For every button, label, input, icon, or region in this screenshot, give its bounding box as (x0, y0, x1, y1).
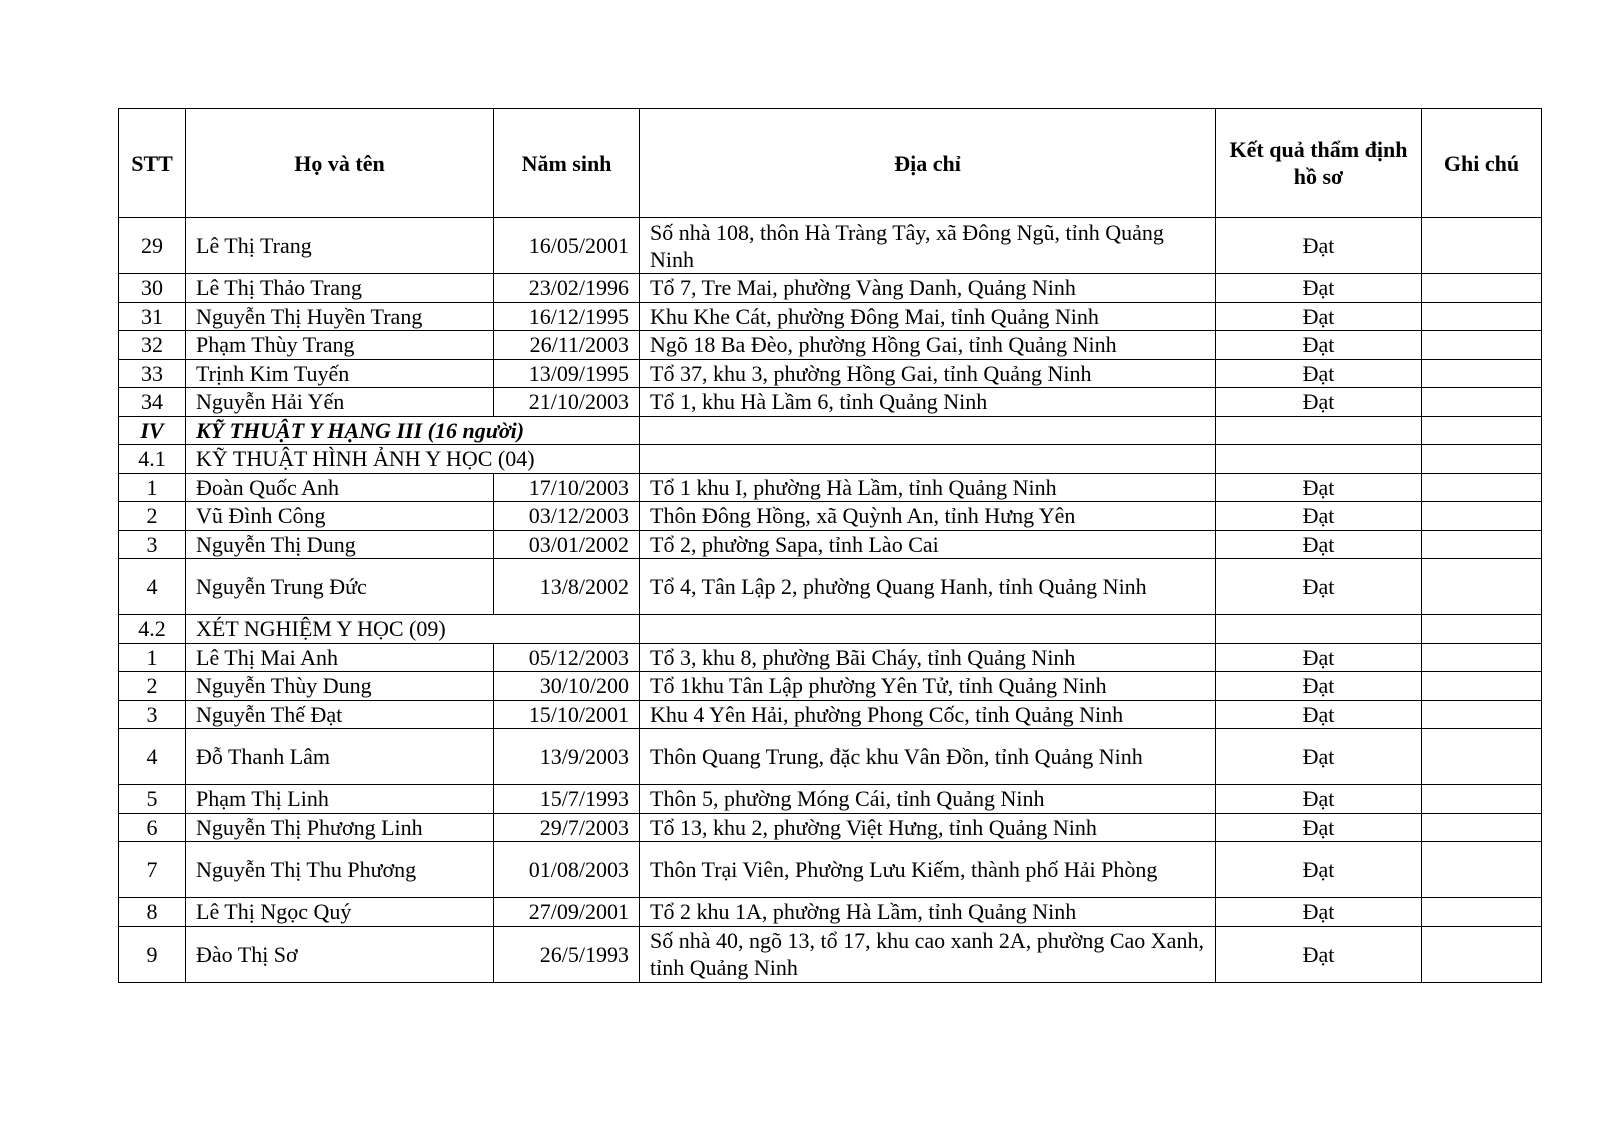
section-title: KỸ THUẬT Y HẠNG III (16 người) (186, 416, 640, 445)
cell-note (1422, 530, 1542, 559)
cell-result: Đạt (1216, 672, 1422, 701)
cell-address: Tổ 37, khu 3, phường Hồng Gai, tỉnh Quảng Ninh (640, 359, 1216, 388)
empty-cell (1422, 615, 1542, 644)
section-number: IV (119, 416, 186, 445)
cell-address: Ngõ 18 Ba Đèo, phường Hồng Gai, tỉnh Quảng Ninh (640, 331, 1216, 360)
cell-dob: 01/08/2003 (494, 842, 640, 898)
cell-address: Tổ 1, khu Hà Lầm 6, tỉnh Quảng Ninh (640, 388, 1216, 417)
cell-dob: 13/9/2003 (494, 729, 640, 785)
cell-stt: 4 (119, 559, 186, 615)
cell-note (1422, 302, 1542, 331)
cell-name: Lê Thị Mai Anh (186, 643, 494, 672)
cell-note (1422, 898, 1542, 927)
cell-dob: 13/09/1995 (494, 359, 640, 388)
table-row (119, 274, 1542, 303)
results-table (118, 108, 1542, 983)
empty-cell (640, 615, 1216, 644)
cell-address: Số nhà 108, thôn Hà Tràng Tây, xã Đông Ngũ, tỉnh Quảng Ninh (640, 218, 1216, 274)
cell-stt: 2 (119, 502, 186, 531)
table-row (119, 785, 1542, 814)
cell-address: Thôn Đông Hồng, xã Quỳnh An, tỉnh Hưng Yên (640, 502, 1216, 531)
section-number: 4.1 (119, 445, 186, 474)
cell-stt: 8 (119, 898, 186, 927)
cell-result: Đạt (1216, 842, 1422, 898)
cell-note (1422, 842, 1542, 898)
section-title: KỸ THUẬT HÌNH ẢNH Y HỌC (04) (186, 445, 640, 474)
cell-stt: 9 (119, 926, 186, 982)
header-stt: STT (119, 109, 186, 218)
table-header-row (119, 109, 1542, 218)
cell-dob: 17/10/2003 (494, 473, 640, 502)
cell-note (1422, 274, 1542, 303)
section-title: XÉT NGHIỆM Y HỌC (09) (186, 615, 640, 644)
cell-dob: 21/10/2003 (494, 388, 640, 417)
cell-address: Thôn Quang Trung, đặc khu Vân Đồn, tỉnh Quảng Ninh (640, 729, 1216, 785)
table-row (119, 672, 1542, 701)
cell-name: Nguyễn Thùy Dung (186, 672, 494, 701)
cell-result: Đạt (1216, 218, 1422, 274)
subsection-row (119, 615, 1542, 644)
header-address: Địa chỉ (640, 109, 1216, 218)
cell-note (1422, 331, 1542, 360)
cell-note (1422, 729, 1542, 785)
cell-address: Tổ 3, khu 8, phường Bãi Cháy, tỉnh Quảng Ninh (640, 643, 1216, 672)
cell-result: Đạt (1216, 302, 1422, 331)
table-row (119, 302, 1542, 331)
cell-result: Đạt (1216, 813, 1422, 842)
cell-note (1422, 672, 1542, 701)
cell-result: Đạt (1216, 530, 1422, 559)
empty-cell (1216, 416, 1422, 445)
cell-note (1422, 643, 1542, 672)
cell-name: Trịnh Kim Tuyến (186, 359, 494, 388)
cell-result: Đạt (1216, 559, 1422, 615)
cell-address: Tổ 1 khu I, phường Hà Lầm, tỉnh Quảng Ninh (640, 473, 1216, 502)
cell-note (1422, 502, 1542, 531)
cell-dob: 13/8/2002 (494, 559, 640, 615)
cell-dob: 05/12/2003 (494, 643, 640, 672)
empty-cell (640, 416, 1216, 445)
empty-cell (640, 445, 1216, 474)
cell-note (1422, 700, 1542, 729)
cell-dob: 26/11/2003 (494, 331, 640, 360)
table-row (119, 813, 1542, 842)
cell-note (1422, 388, 1542, 417)
cell-address: Tổ 1khu Tân Lập phường Yên Tử, tỉnh Quảng Ninh (640, 672, 1216, 701)
table-row (119, 473, 1542, 502)
cell-name: Nguyễn Thị Phương Linh (186, 813, 494, 842)
cell-address: Khu 4 Yên Hải, phường Phong Cốc, tỉnh Quảng Ninh (640, 700, 1216, 729)
cell-result: Đạt (1216, 331, 1422, 360)
cell-name: Đỗ Thanh Lâm (186, 729, 494, 785)
cell-name: Vũ Đình Công (186, 502, 494, 531)
cell-dob: 03/01/2002 (494, 530, 640, 559)
cell-name: Đào Thị Sơ (186, 926, 494, 982)
cell-stt: 5 (119, 785, 186, 814)
cell-result: Đạt (1216, 926, 1422, 982)
table-row (119, 700, 1542, 729)
cell-address: Tổ 4, Tân Lập 2, phường Quang Hanh, tỉnh Quảng Ninh (640, 559, 1216, 615)
cell-address: Số nhà 40, ngõ 13, tổ 17, khu cao xanh 2A, phường Cao Xanh, tỉnh Quảng Ninh (640, 926, 1216, 982)
cell-address: Tổ 2 khu 1A, phường Hà Lầm, tỉnh Quảng Ninh (640, 898, 1216, 927)
cell-result: Đạt (1216, 729, 1422, 785)
cell-name: Lê Thị Thảo Trang (186, 274, 494, 303)
cell-note (1422, 785, 1542, 814)
cell-stt: 32 (119, 331, 186, 360)
table-row (119, 502, 1542, 531)
table-row (119, 331, 1542, 360)
cell-dob: 15/10/2001 (494, 700, 640, 729)
cell-dob: 23/02/1996 (494, 274, 640, 303)
cell-dob: 16/05/2001 (494, 218, 640, 274)
cell-name: Nguyễn Thị Dung (186, 530, 494, 559)
cell-result: Đạt (1216, 898, 1422, 927)
cell-note (1422, 359, 1542, 388)
cell-stt: 34 (119, 388, 186, 417)
cell-stt: 29 (119, 218, 186, 274)
cell-stt: 33 (119, 359, 186, 388)
table-row (119, 729, 1542, 785)
section-number: 4.2 (119, 615, 186, 644)
table-row (119, 359, 1542, 388)
cell-name: Phạm Thị Linh (186, 785, 494, 814)
cell-address: Thôn Trại Viên, Phường Lưu Kiếm, thành phố Hải Phòng (640, 842, 1216, 898)
cell-stt: 1 (119, 643, 186, 672)
cell-stt: 6 (119, 813, 186, 842)
table-row (119, 530, 1542, 559)
cell-note (1422, 218, 1542, 274)
cell-stt: 4 (119, 729, 186, 785)
cell-result: Đạt (1216, 700, 1422, 729)
empty-cell (1216, 615, 1422, 644)
cell-note (1422, 926, 1542, 982)
cell-name: Nguyễn Trung Đức (186, 559, 494, 615)
empty-cell (1422, 445, 1542, 474)
cell-name: Phạm Thùy Trang (186, 331, 494, 360)
cell-address: Tổ 7, Tre Mai, phường Vàng Danh, Quảng Ninh (640, 274, 1216, 303)
cell-address: Thôn 5, phường Móng Cái, tỉnh Quảng Ninh (640, 785, 1216, 814)
cell-result: Đạt (1216, 388, 1422, 417)
cell-stt: 3 (119, 700, 186, 729)
table-body (119, 218, 1542, 983)
cell-dob: 27/09/2001 (494, 898, 640, 927)
cell-result: Đạt (1216, 359, 1422, 388)
table-row (119, 842, 1542, 898)
cell-note (1422, 813, 1542, 842)
cell-result: Đạt (1216, 473, 1422, 502)
table-row (119, 898, 1542, 927)
cell-stt: 1 (119, 473, 186, 502)
cell-result: Đạt (1216, 785, 1422, 814)
cell-dob: 29/7/2003 (494, 813, 640, 842)
section-row (119, 416, 1542, 445)
header-result: Kết quả thẩm định hồ sơ (1216, 109, 1422, 218)
cell-name: Lê Thị Trang (186, 218, 494, 274)
cell-dob: 16/12/1995 (494, 302, 640, 331)
header-note: Ghi chú (1422, 109, 1542, 218)
cell-note (1422, 473, 1542, 502)
cell-dob: 26/5/1993 (494, 926, 640, 982)
cell-name: Nguyễn Thế Đạt (186, 700, 494, 729)
empty-cell (1216, 445, 1422, 474)
cell-stt: 7 (119, 842, 186, 898)
table-row (119, 643, 1542, 672)
empty-cell (1422, 416, 1542, 445)
cell-stt: 3 (119, 530, 186, 559)
cell-name: Nguyễn Thị Thu Phương (186, 842, 494, 898)
cell-dob: 15/7/1993 (494, 785, 640, 814)
cell-name: Lê Thị Ngọc Quý (186, 898, 494, 927)
cell-result: Đạt (1216, 502, 1422, 531)
cell-name: Đoàn Quốc Anh (186, 473, 494, 502)
table-row (119, 559, 1542, 615)
header-name: Họ và tên (186, 109, 494, 218)
table-row (119, 926, 1542, 982)
table-row (119, 218, 1542, 274)
cell-address: Tổ 13, khu 2, phường Việt Hưng, tỉnh Quảng Ninh (640, 813, 1216, 842)
subsection-row (119, 445, 1542, 474)
cell-address: Khu Khe Cát, phường Đông Mai, tỉnh Quảng Ninh (640, 302, 1216, 331)
cell-stt: 31 (119, 302, 186, 331)
cell-address: Tổ 2, phường Sapa, tỉnh Lào Cai (640, 530, 1216, 559)
cell-name: Nguyễn Thị Huyền Trang (186, 302, 494, 331)
cell-dob: 30/10/200 (494, 672, 640, 701)
header-dob: Năm sinh (494, 109, 640, 218)
cell-dob: 03/12/2003 (494, 502, 640, 531)
cell-result: Đạt (1216, 274, 1422, 303)
table-row (119, 388, 1542, 417)
cell-stt: 30 (119, 274, 186, 303)
cell-note (1422, 559, 1542, 615)
cell-name: Nguyễn Hải Yến (186, 388, 494, 417)
cell-result: Đạt (1216, 643, 1422, 672)
cell-stt: 2 (119, 672, 186, 701)
